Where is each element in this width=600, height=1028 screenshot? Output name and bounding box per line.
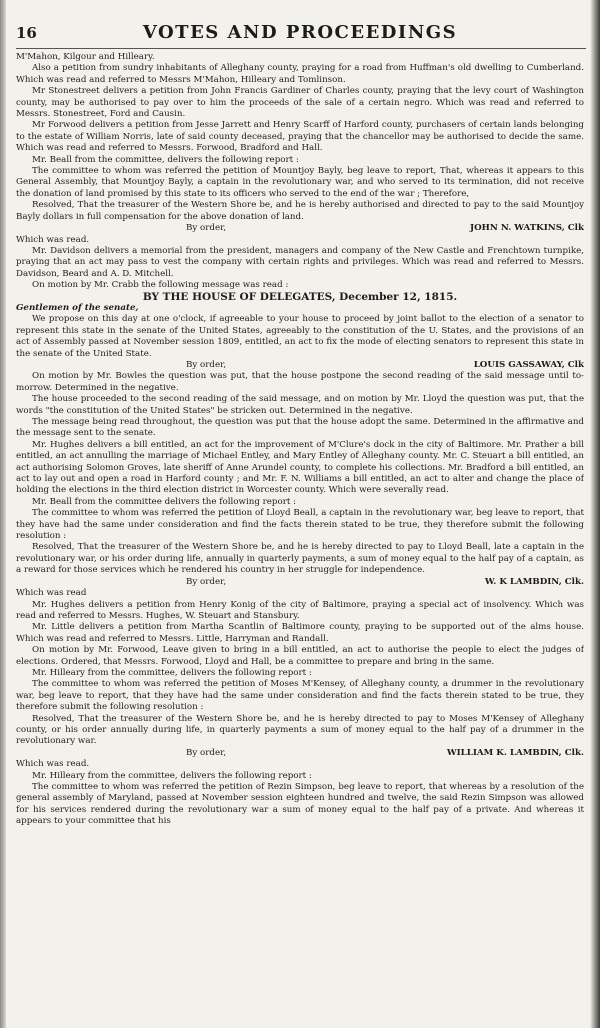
clerk-signature: JOHN N. WATKINS, Clk xyxy=(469,223,584,234)
paragraph: The committee to whom was referred the petition of Lloyd Beall, a captain in the revolutionary war, beg leave to report, that they have had the same under consideration and find the facts therein stated to be true, they therefore submit the following resolution : xyxy=(16,508,584,542)
clerk-signature: LOUIS GASSAWAY, Clk xyxy=(473,359,584,370)
running-head: VOTES AND PROCEEDINGS xyxy=(142,22,458,43)
paragraph: Which was read. xyxy=(16,234,90,245)
resolution: Resolved, That the treasurer of the Western Shore be, and he is hereby directed to pay to Lloyd Beall, late a captain in the revolutionary war, or his order during life, annually in quarterly payments, a sum of money equal to the half pay of a captain, as a reward for those services which he rendered his country in her struggle for independence. xyxy=(16,542,584,576)
paragraph: The committee to whom was referred the petition of Moses M'Kensey, of Alleghany county, a drummer in the revolutionary war, beg leave to report, that they have had the same under consideration and find the facts therein stated to be true, they therefore submit the following resolution : xyxy=(16,679,584,713)
salutation: Gentlemen of the senate, xyxy=(16,302,139,313)
paragraph: On motion by Mr. Crabb the following message was read : xyxy=(32,280,289,291)
paragraph: Mr Stonestreet delivers a petition from John Francis Gardiner of Charles county, praying that the levy court of Washington county, may be authorised to pay over to him the proceeds of the sale of a certain negro. Which was read and referred to Messrs. Stonestreet, Ford and Causin. xyxy=(16,86,584,120)
clerk-signature: WILLIAM K. LAMBDIN, Clk. xyxy=(446,747,584,758)
paragraph: Mr. Davidson delivers a memorial from the president, managers and company of the New Castle and Frenchtown turnpike, praying that an act may pass to vest the company with certain rights and privileges. Which was read and referred to Messrs. Davidson, Beard and A. D. Mitchell. xyxy=(16,245,584,279)
paragraph: Mr. Hilleary from the committee, delivers the following report : xyxy=(32,770,312,781)
paragraph: Mr. Hughes delivers a petition from Henry Konig of the city of Baltimore, praying a special act of insolvency. Which was read and referred to Messrs. Hughes, W. Steuart and Stansbury. xyxy=(16,599,584,621)
by-order: By order, xyxy=(186,359,227,370)
paragraph: M'Mahon, Kilgour and Hilleary. xyxy=(16,52,155,62)
signature-line xyxy=(16,360,584,371)
message-heading: BY THE HOUSE OF DELEGATES, December 12, 1815. xyxy=(142,290,458,303)
paragraph: Mr Forwood delivers a petition from Jesse Jarrett and Henry Scarff of Harford county, purchasers of certain lands belonging to the estate of William Norris, late of said county deceased, praying that the chancellor may be authorised to decide the same. Which was read and referred to Messrs. Forwood, Bradford and Hall. xyxy=(16,120,584,154)
paragraph: Mr. Beall from the committee delivers the following report : xyxy=(32,496,297,507)
by-order: By order, xyxy=(186,747,227,758)
signature-line xyxy=(16,223,584,234)
paragraph: Mr. Hilleary from the committee, delivers the following report : xyxy=(32,667,312,678)
paragraph: On motion by Mr. Forwood, Leave given to bring in a bill entitled, an act to authorise the people to elect the judges of elections. Ordered, that Messrs. Forwood, Lloyd and Hall, be a committee to prepare and bring in the same. xyxy=(16,645,584,667)
paragraph: Which was read xyxy=(16,588,87,599)
resolution: Resolved, That the treasurer of the Western Shore be, and he is hereby authorised and directed to pay to the said Mountjoy Bayly dollars in full compensation for the above donation of land. xyxy=(16,200,584,222)
page-number: 16 xyxy=(16,24,37,42)
paragraph: On motion by Mr. Bowles the question was put, that the house postpone the second reading of the said message until to-morrow. Determined in the negative. xyxy=(16,371,584,393)
paragraph: The message being read throughout, the question was put that the house adopt the same. Determined in the affirmative and the message sent to the senate. xyxy=(16,417,584,439)
clerk-signature: W. K LAMBDIN, Clk. xyxy=(484,576,584,587)
signature-line xyxy=(16,577,584,588)
paragraph: The committee to whom was referred the petition of Rezin Simpson, beg leave to report, that whereas by a resolution of the general assembly of Maryland, passed at November session eighteen hundred and twelve, the said Rezin Simpson was allowed for his services rendered during the revolutionary war a sum of money equal to the half pay of a private. And whereas it appears to your committee that his xyxy=(16,782,584,827)
paragraph: Mr. Little delivers a petition from Martha Scantlin of Baltimore county, praying to be supported out of the alms house. Which was read and referred to Messrs. Little, Harryman and Randall. xyxy=(16,622,584,644)
paragraph: Which was read. xyxy=(16,759,90,770)
paragraph: The house proceeded to the second reading of the said message, and on motion by Mr. Lloyd the question was put, that the words "the constitution of the United States" be stricken out. Determined in the negative. xyxy=(16,394,584,416)
paragraph: The committee to whom was referred the petition of Mountjoy Bayly, beg leave to report, That, whereas it appears to this General Assembly, that Mountjoy Bayly, a captain in the revolutionary war, and who served to its termination, did not receive the donation of land promised by this state to its officers who served to the end of the war ; Therefore, xyxy=(16,166,584,199)
resolution: Resolved, That the treasurer of the Western Shore be, and he is hereby directed to pay to Moses M'Kensey of Alleghany county, or his order annually during life, in quarterly payments a sum of money equal to the half pay of a drummer in the revolutionary war. xyxy=(16,713,584,747)
by-order: By order, xyxy=(186,223,227,234)
header-rule xyxy=(16,48,586,49)
page-header xyxy=(14,22,586,48)
paragraph: Mr. Beall from the committee, delivers the following report : xyxy=(32,154,299,165)
by-order: By order, xyxy=(186,576,227,587)
document-body xyxy=(16,52,584,1012)
paragraph: Mr. Hughes delivers a bill entitled, an act for the improvement of M'Clure's dock in the city of Baltimore. Mr. Prather a bill entitled, an act annulling the marriage of Michael Entley, and Mary Entley of Alleghany county. Mr. C. Steuart a bill entitled, an act authorising Solomon Groves, late sheriff of Anne Arundel county, to complete his collections. Mr. Bradford a bill entitled, an act to lay out and open a road in Harford county ; and Mr. F. N. Williams a bill entitled, an act to alter and change the place of holding the elections in the third election district in Worcester county. Which were severally read. xyxy=(16,439,584,496)
signature-line xyxy=(16,748,584,759)
paragraph: Also a petition from sundry inhabitants of Alleghany county, praying for a road from Huffman's old dwelling to Cumberland. Which was read and referred to Messrs M'Mahon, Hilleary and Tomlinson. xyxy=(16,63,584,85)
paragraph: We propose on this day at one o'clock, if agreeable to your house to proceed by joint ballot to the election of a senator to represent this state in the senate of the United States, agreeably to the constitution of the U. States, and the provisions of an act of Assembly passed at November session 1809, entitled, an act to fix the mode of electing senators to represent this state in the senate of the United State. xyxy=(16,314,584,359)
